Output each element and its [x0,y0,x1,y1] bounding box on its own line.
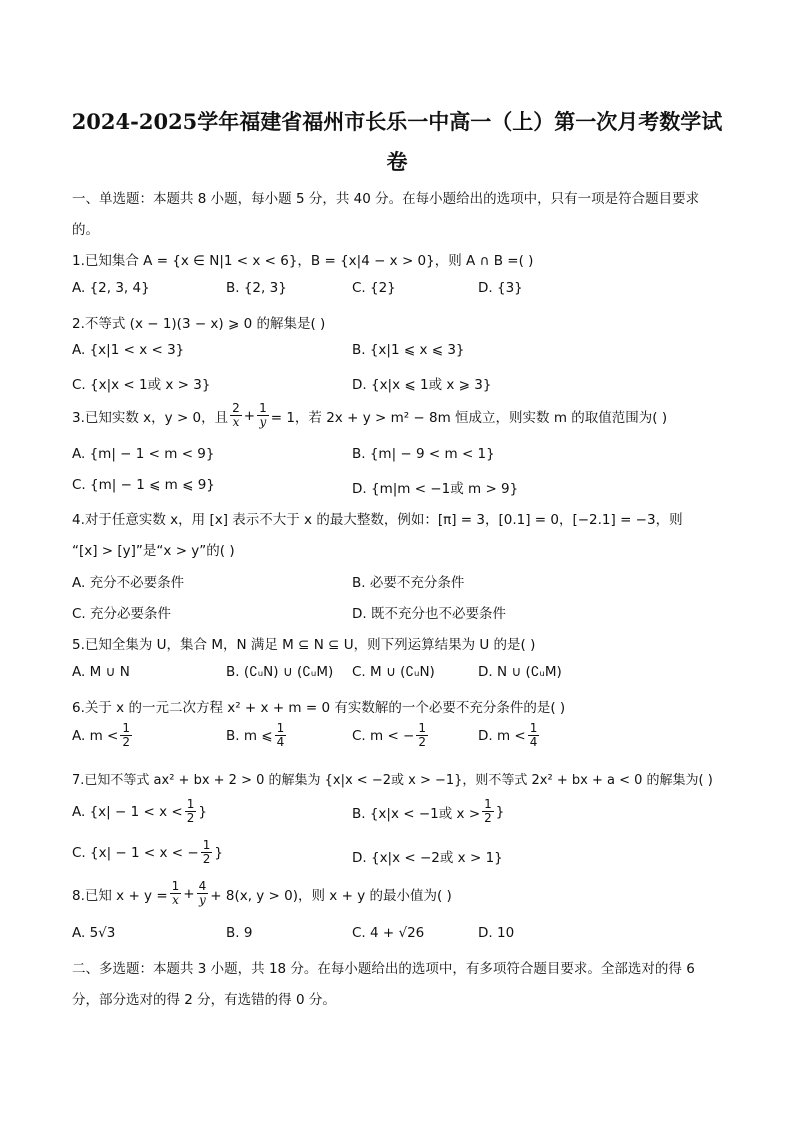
q5-option-d: D. N ∪ (∁ᵤM) [478,664,562,680]
q6-c-denominator: 2 [418,735,427,749]
q6-b-denominator: 4 [276,735,285,749]
q6-option-b [226,722,288,749]
q3-stem-post: = 1，若 2x + y > m² − 8m 恒成立，则实数 m 的取值范围为( ) [270,409,668,426]
q6-option-d [478,722,541,749]
q7-option-a-text: A. {x| − 1 < x < [72,803,183,820]
q6-option-a [72,722,134,749]
q6-a-numerator: 1 [122,721,130,735]
q3-fraction-2-over-x [230,402,242,429]
q5-stem: 5.已知全集为 U，集合 M，N 满足 M ⊆ N ⊆ U，则下列运算结果为 U 的是( ) [72,637,536,653]
section1-instructions-cont: 的。 [72,222,99,238]
q6-b-numerator: 1 [276,721,285,735]
section1-instructions: 一、单选题：本题共 8 小题，每小题 5 分，共 40 分。在每小题给出的选项中，只有一项是符合题目要求 [72,191,700,207]
q7-option-c [72,839,223,866]
q2-option-c: C. {x|x < 1或 x > 3} [72,377,211,393]
q8-plus: + [183,885,195,902]
q7-b-numerator: 1 [484,797,492,811]
q8-option-b: B. 9 [226,925,253,941]
q2-option-b: B. {x|1 ⩽ x ⩽ 3} [352,342,465,358]
q8-f1-numerator: 1 [171,879,180,893]
q6-d-denominator: 4 [529,735,538,749]
q6-option-d-text: D. m < [478,727,526,744]
q5-option-b: B. (∁ᵤN) ∪ (∁ᵤM) [226,664,334,680]
q8-f2-numerator: 4 [198,879,207,893]
q3-option-d: D. {m|m < −1或 m > 9} [352,481,519,497]
q8-option-d: D. 10 [478,925,515,941]
q3-stem [72,402,667,429]
q8-f2-denominator: y [199,893,206,907]
q6-stem: 6.关于 x 的一元二次方程 x² + x + m = 0 有实数解的一个必要不充分条件的是( ) [72,700,566,716]
q2-option-a: A. {x|1 < x < 3} [72,342,185,358]
q7-c-denominator: 2 [202,852,211,866]
q3-option-b: B. {m| − 9 < m < 1} [352,446,495,462]
q4-option-a: A. 充分不必要条件 [72,575,185,591]
q7-stem: 7.已知不等式 ax² + bx + 2 > 0 的解集为 {x|x < −2或 x > −1}，则不等式 2x² + bx + a < 0 的解集为( ) [72,773,713,788]
section2-instructions: 二、多选题：本题共 3 小题，共 18 分。在每小题给出的选项中，有多项符合题目要求。全部选对的得 6 [72,961,695,977]
q7-option-a [72,798,207,825]
q6-option-d-fraction [528,722,540,749]
q3-option-c: C. {m| − 1 ⩽ m ⩽ 9} [72,477,215,493]
q7-option-c-fraction [201,839,213,866]
q8-stem-post: + 8(x, y > 0)，则 x + y 的最小值为( ) [210,887,452,904]
q7-option-b-close: } [495,803,505,820]
q7-option-a-close: } [198,803,207,820]
exam-title-line2: 卷 [386,149,408,174]
q7-option-a-fraction [185,798,197,825]
q3-f2-denominator: y [259,415,267,429]
q7-option-d: D. {x|x < −2或 x > 1} [352,850,503,866]
q6-a-denominator: 2 [122,735,130,749]
q3-f1-numerator: 2 [232,401,240,415]
q7-b-denominator: 2 [484,811,492,825]
q6-option-a-text: A. m < [72,727,119,744]
q6-option-b-text: B. m ⩽ [226,727,273,744]
q7-c-numerator: 1 [202,838,211,852]
q8-f1-denominator: x [172,893,179,907]
q2-option-d: D. {x|x ⩽ 1或 x ⩾ 3} [352,377,492,393]
q4-stem: 4.对于任意实数 x，用 [x] 表示不大于 x 的最大整数，例如：[π] = 3，[0.1] = 0，[−2.1] = −3，则 [72,512,683,528]
q7-a-denominator: 2 [186,811,195,825]
q7-option-b [352,798,504,825]
q4-option-b: B. 必要不充分条件 [352,575,465,591]
q8-stem-pre: 8.已知 x + y = [72,887,168,904]
q1-option-a: A. {2, 3, 4} [72,280,150,296]
q2-stem: 2.不等式 (x − 1)(3 − x) ⩾ 0 的解集是( ) [72,316,326,332]
q8-fraction-1-over-x [170,880,182,907]
q7-a-numerator: 1 [186,797,195,811]
q1-option-b: B. {2, 3} [226,280,287,296]
q4-stem-cont: “[x] > [y]”是“x > y”的( ) [72,543,235,559]
q3-f2-numerator: 1 [259,401,267,415]
q3-stem-pre: 3.已知实数 x，y > 0，且 [72,409,229,426]
section2-instructions-cont: 分，部分选对的得 2 分，有选错的得 0 分。 [72,992,336,1008]
q7-option-c-close: } [214,844,223,861]
q3-fraction-1-over-y [257,402,269,429]
q6-option-b-fraction [275,722,287,749]
q1-option-d: D. {3} [478,280,523,296]
q6-option-a-fraction [120,722,132,749]
q6-option-c-fraction [416,722,428,749]
q8-option-a: A. 5√3 [72,925,116,941]
q3-option-a: A. {m| − 1 < m < 9} [72,446,215,462]
q3-f1-denominator: x [232,415,240,429]
q7-option-b-fraction [482,798,494,825]
q1-stem: 1.已知集合 A = {x ∈ N|1 < x < 6}，B = {x|4 − x > 0}，则 A ∩ B =( ) [72,253,534,269]
exam-title-line1: 2024-2025学年福建省福州市长乐一中高一（上）第一次月考数学试 [71,109,723,134]
q8-fraction-4-over-y [197,880,209,907]
q6-c-numerator: 1 [418,721,427,735]
q3-plus: + [243,407,256,424]
q6-option-c [352,722,430,749]
q4-option-d: D. 既不充分也不必要条件 [352,606,506,622]
q5-option-a: A. M ∪ N [72,664,130,680]
q1-option-c: C. {2} [352,280,396,296]
q5-option-c: C. M ∪ (∁ᵤN) [352,664,435,680]
q6-d-numerator: 1 [529,721,538,735]
q4-option-c: C. 充分必要条件 [72,606,172,622]
q8-option-c: C. 4 + √26 [352,925,425,941]
q7-option-c-text: C. {x| − 1 < x < − [72,844,199,861]
q6-option-c-text: C. m < − [352,727,415,744]
q8-stem [72,880,452,907]
q7-option-b-text: B. {x|x < −1或 x > [352,805,481,822]
